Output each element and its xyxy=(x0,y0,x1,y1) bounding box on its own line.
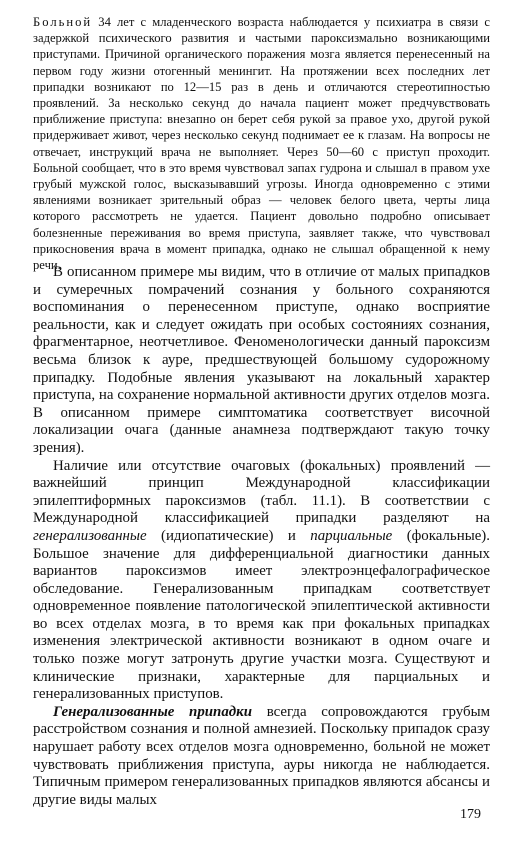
case-description xyxy=(33,14,490,273)
paragraph-1: В описанном примере мы видим, что в отличие от малых припадков и сумеречных помрачений сознания у больного сохраняются воспоминания о перенесенном приступе, однако восприятие реальности, как и следует ожидать при особых состояниях сознания, фрагментарное, неотчетливое. Феноменологически данный пароксизм весьма близок к ауре, предшествующей большому судорожному припадку. Подобные явления указывают на локальный характер приступа, на сохранение нормальной активности других отделов мозга. В описанном примере симптоматика соответствует височной локализации очага (данные анамнеза подтверждают такую точку зрения). xyxy=(33,264,490,456)
paragraph-2-part-a: Наличие или отсутствие очаговых (фокальных) проявлений — важнейший принцип Международной классификации эпилептиформных пароксизмов (табл. 11.1). В соответствии с Международной классификацией припадки разделяют на xyxy=(33,457,490,527)
term-generalized-seizures: Генерализованные припадки xyxy=(53,703,253,720)
paragraph-2 xyxy=(33,458,490,704)
case-lead-word: Больной xyxy=(33,15,93,29)
paragraph-2-part-c: (идиопатические) и xyxy=(146,527,311,544)
paragraph-3 xyxy=(33,704,490,810)
paragraph-2-part-e: (фокальные). Большое значение для дифференциальной диагностики данных вариантов пароксизмов имеет электроэнцефалографическое обследование. Генерализованным припадкам соответствует одновременное появление патологической эпилептической активности во всех отделах мозга, в то время как при фокальных припадках изменения электрической активности возникают в одном очаге и только позже могут затронуть другие участки мозга. Существуют и клинические признаки, характерные для парциальных и генерализованных приступов. xyxy=(33,527,490,703)
term-generalized: генерализованные xyxy=(33,527,147,544)
main-text xyxy=(33,264,490,809)
paragraph-3-text: всегда сопровождаются грубым расстройством сознания и полной амнезией. Поскольку припадок сразу нарушает работу всех отделов мозга одновременно, больной не может чувствовать приближения приступа, ауры никогда не наблюдается. Типичным примером генерализованных припадков являются абсансы и другие виды малых xyxy=(33,703,491,808)
case-text: 34 лет с младенческого возраста наблюдается у психиатра в связи с задержкой психического развития и частыми пароксизмально возникающими приступами. Причиной органического поражения мозга является перенесенный на первом году жизни отогенный менингит. На протяжении всех последних лет припадки возникают по 12—15 раз в день и отличаются стереотипностью проявлений. За несколько секунд до начала пациент может предчувствовать приближение приступа: внезапно он берет себя рукой за правое ухо, другой рукой придерживает живот, через несколько секунд поднимает ее к глазам. На вопросы не отвечает, инструкций врача не выполняет. Через 50—60 с приступ проходит. Больной сообщает, что в это время чувствовал запах гудрона и слышал в правом ухе грубый мужской голос, высказывавший угрозы. Иногда одновременно с этими явлениями возникает зрительный образ — человек белого цвета, черты лица которого рассмотреть не удается. Пациент довольно подробно описывает болезненные переживания во время приступа, заявляет также, что чувствовал прикосновения врача в момент припадка, однако не слышал обращенной к нему речи. xyxy=(33,15,490,273)
page-number: 179 xyxy=(460,807,481,822)
term-partial: парциальные xyxy=(310,527,393,544)
